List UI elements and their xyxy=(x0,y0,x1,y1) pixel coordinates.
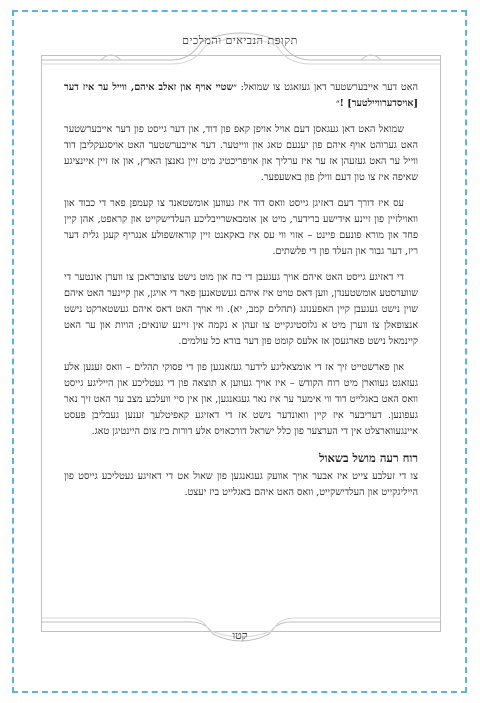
paragraph-4: די דאזיגע גייסט האט איהם אויך געגעבן די כח און מוט נישט צוצובראכן צו ווערן אונטער די שווערסטע אומשטענדן, ווען דאס טויט איז איהם געשטאנען פאר די אויגן, און קיינער האט איהם שוין נישט געגעבן קיין האפענונג (תהלים קמב, יא). ווי אויך האט דאס איהם געשטארקט נישט אנצופאלן צו ווערן מיט א גלוסטיגקייט צו זעהן א נקמה אין זיינע שונאים; הויות און ער האט קיינמאל נישט פארגעסן אז אלעס קומט פון דער בורא כל עולמים. xyxy=(64,272,418,347)
header-title: תקופת הנביאים והמלכים xyxy=(182,34,298,47)
paragraph-2: שמואל האט דאן געגאסן דעם אויל אויפן קאפ פון דוד, און דער גייסט פון דער אייבערשטער האט גערוהט אויף איהם פון יענעם טאג און ווייטער. דער אייבערשטער האט אויסגעקליבן דוד ווייל ער האט געזעהן אז ער איז ערליך און אויפריכטיג מיט זיין גאנצן הארץ, און אז זיין איינציגע שאיפה איז צו טון דעם ווילן פון באשעפער. xyxy=(64,124,418,183)
main-text xyxy=(64,80,418,511)
paragraph-5: און פארשטייט זיך אז די אומצאליגע לידער געזאנגען פון די פסוקי תהלים – וואס זענען אלע געזאגט געווארן מיט רוח הקודש – איז אויך געווען א תוצאה פון די געטליכע און הייליגע גייסט וואס האט באגלייט דוד ווי אימער ער איז נאר געגאנגען, און אין סיי וועלכע מצב ער האט זיך נאר געפונען. דעריבער איז קיין וואונדער נישט אז די דאזיגע קאפיטלעך זענען געבליבן פעסט איינגעווארצלט אין די הערצער פון כלל ישראל דורכאויס אלע דורות ביז צום היינטיגן טאג. xyxy=(64,362,418,437)
section-paragraph: צו די זעלבע צייט איז אבער אויך אוועק געגאנגען פון שאול אט די דאזיגע געטליכע גייסט פון הייליגקייט און העלדישקייט, וואס האט איהם באגלייט ביז יעצט. xyxy=(64,471,418,498)
paragraph-1-lead: האט דער אייבערשטער דאן געזאגט צו שמואל: xyxy=(236,82,418,93)
page-number: קטו xyxy=(232,629,248,642)
paragraph-3: עס איז דורך דעם דאזיגן גייסט וואס דוד איז געווען אומשטאנד צו קעמפן פאר די כבוד און וואוילזיין פון זיינע אידישע ברידער, מיט אן אומבאשרייבליכע העלדישקייט און קראפט, אהן קיין פחד און מורא פונעם פיינט – אזוי ווי עס איז באקאנט זיין קוראזשפולע אנגריף קעגן גלית דער ריז, דער גבור און העלד פון די פלשתים. xyxy=(64,198,418,257)
paragraph-1 xyxy=(64,80,418,112)
section-heading: רוח רעה מושל בשאול xyxy=(319,451,418,465)
paragraph-1-bold: ״שטיי אויף און זאלב איהם, ווייל ער איז דער [אויסדערוויילטער] !״ xyxy=(64,82,418,109)
